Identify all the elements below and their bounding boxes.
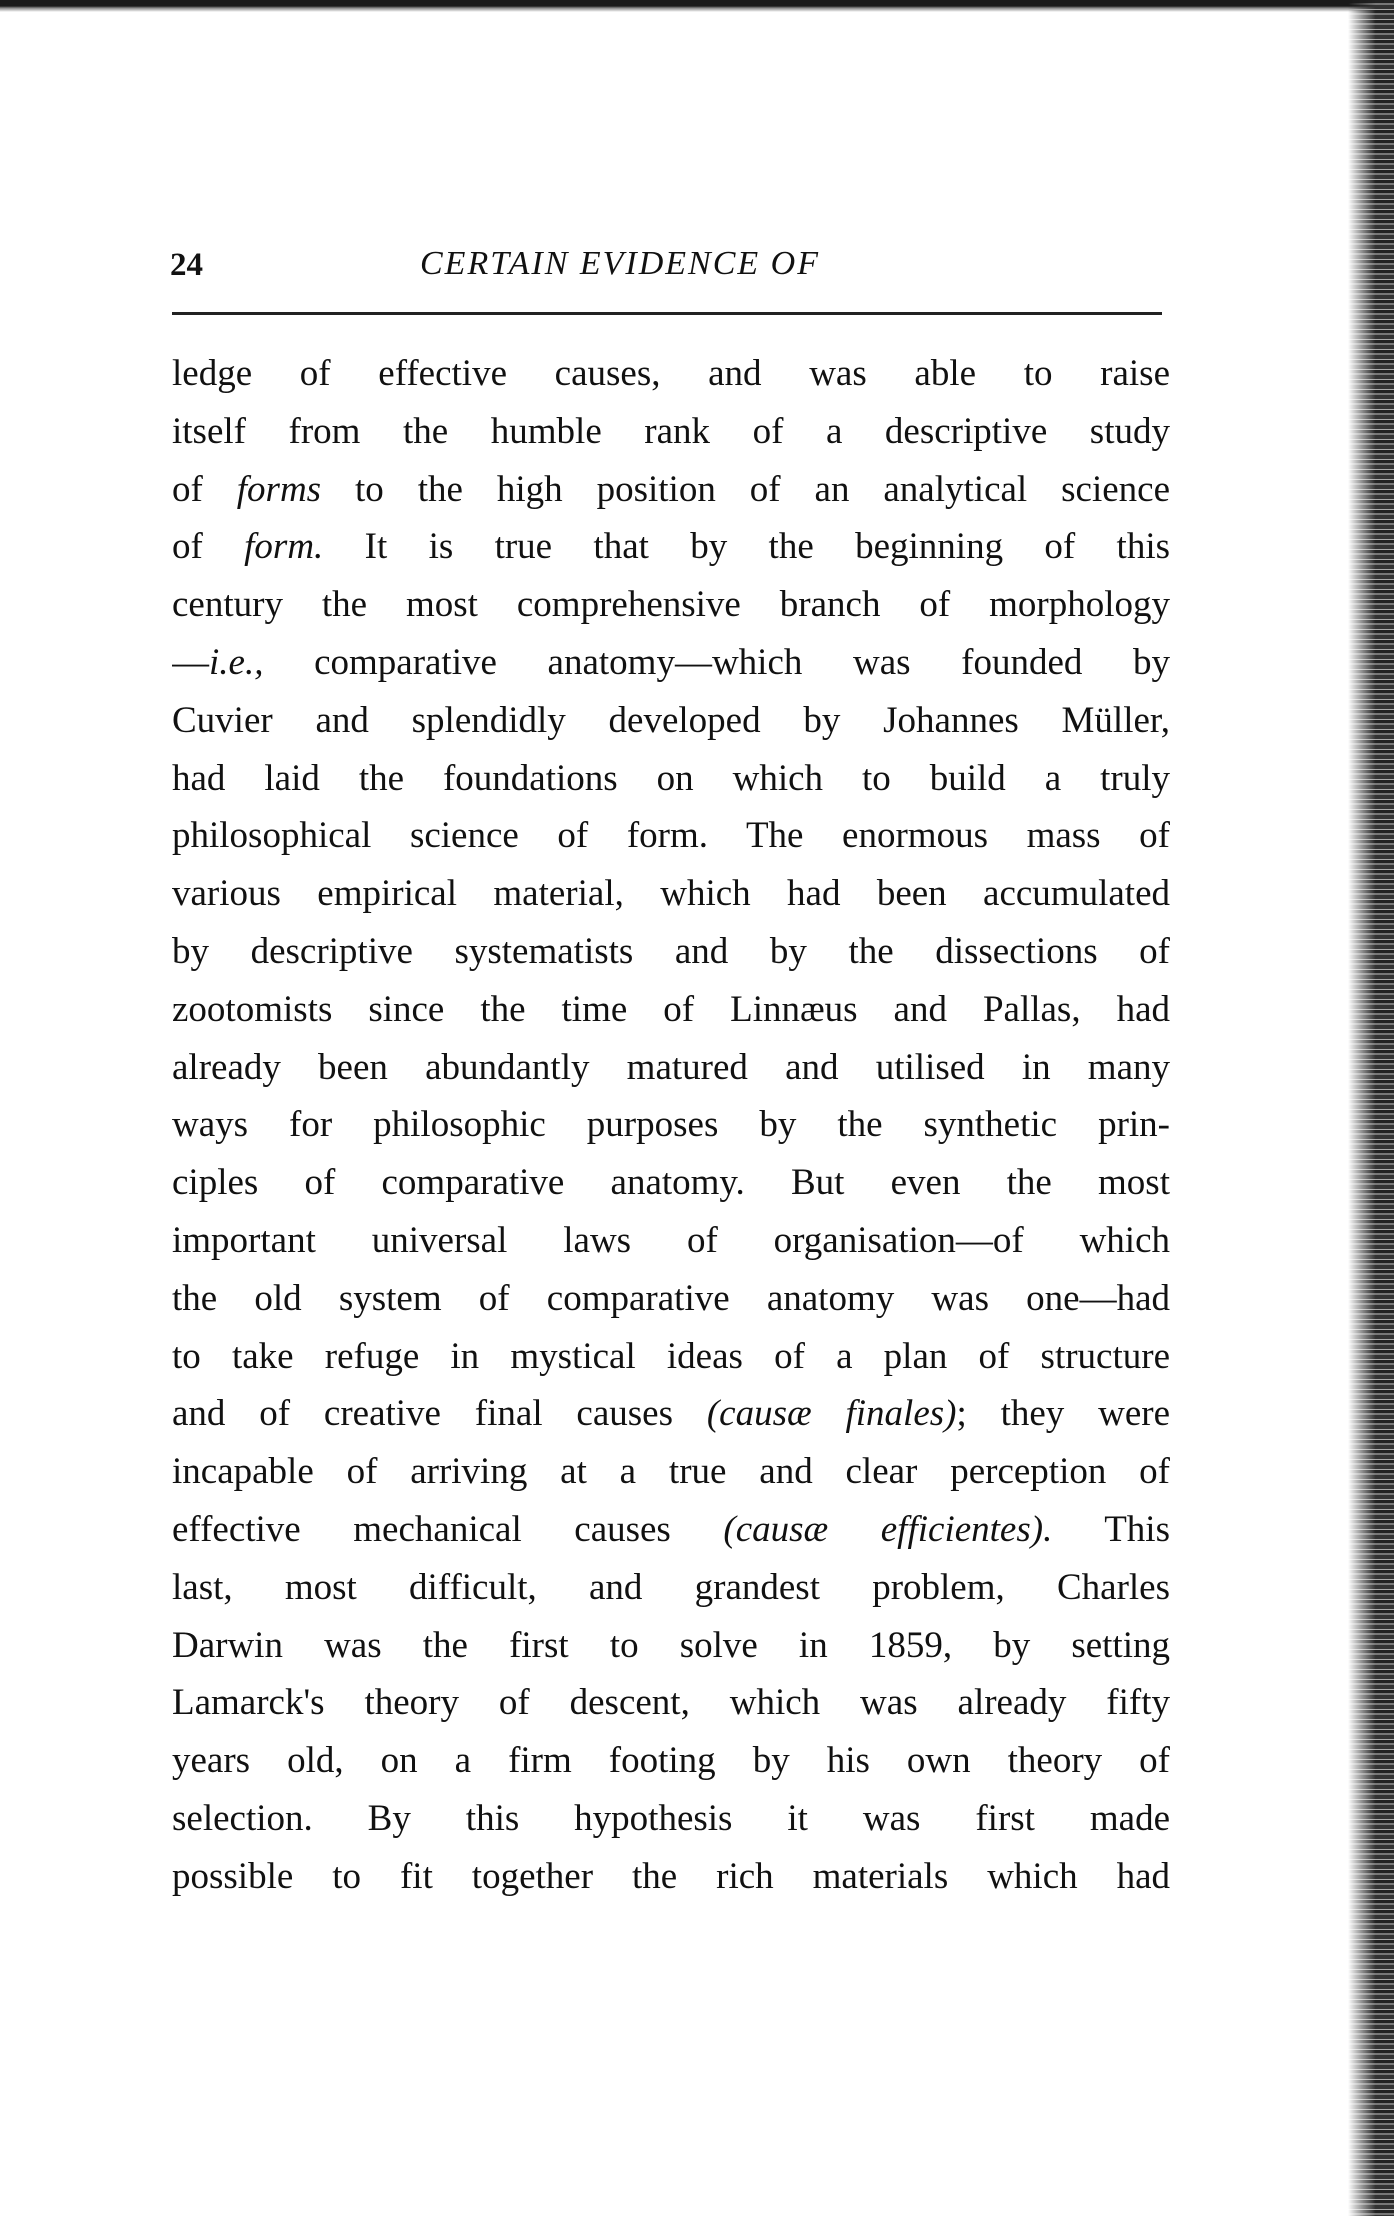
text-line [172,1212,1170,1270]
text-line [172,576,1170,634]
italic-text: (causæ efficientes). [723,1508,1053,1550]
text-line [172,1328,1170,1386]
header-rule [172,312,1162,315]
text-line [172,807,1170,865]
italic-text: i.e., [209,641,264,683]
text-segment: important universal laws of organisation—of which [172,1219,1170,1261]
text-line [172,1674,1170,1732]
text-segment: Lamarck's theory of descent, which was already fifty [172,1682,1170,1724]
page-right-edge [1348,0,1394,2216]
text-line [172,1443,1170,1501]
text-line [172,403,1170,461]
text-segment: possible to fit together the rich materials which had [172,1855,1170,1897]
text-line [172,981,1170,1039]
text-line [172,1790,1170,1848]
text-segment: to the high position of an analytical science [321,468,1170,510]
text-line [172,1559,1170,1617]
text-segment: of [172,468,237,510]
text-segment: by descriptive systematists and by the dissections of [172,930,1170,972]
text-segment: ways for philosophic purposes by the synthetic prin- [172,1104,1170,1146]
text-line [172,1501,1170,1559]
running-head: CERTAIN EVIDENCE OF [420,245,820,282]
text-line [172,634,1170,692]
text-line [172,1270,1170,1328]
text-segment: years old, on a firm footing by his own theory of [172,1740,1170,1782]
body-text [172,345,1170,1906]
text-line [172,345,1170,403]
text-segment: Cuvier and splendidly developed by Johannes Müller, [172,699,1170,741]
text-segment: It is true that by the beginning of this [323,526,1170,568]
text-segment: last, most difficult, and grandest problem, Charles [172,1566,1170,1608]
text-segment: and of creative final causes [172,1393,707,1435]
italic-text: forms [236,468,322,510]
text-line [172,1385,1170,1443]
text-line [172,692,1170,750]
text-segment: incapable of arriving at a true and clear perception of [172,1451,1170,1493]
page-top-edge [0,0,1394,12]
text-segment: ledge of effective causes, and was able to raise [172,353,1170,394]
text-segment: had laid the foundations on which to build a truly [172,757,1170,799]
text-line [172,1617,1170,1675]
text-segment: century the most comprehensive branch of morphology [172,584,1170,626]
text-segment: effective mechanical causes [172,1508,724,1550]
text-segment: ; they were [956,1393,1170,1435]
text-segment: philosophical science of form. The enormous mass of [172,815,1170,857]
text-line [172,518,1170,576]
text-line [172,1848,1170,1906]
text-segment: selection. By this hypothesis it was first made [172,1797,1170,1839]
text-line [172,1732,1170,1790]
text-segment: itself from the humble rank of a descriptive study [172,410,1170,452]
page-number: 24 [170,247,203,283]
text-segment: Darwin was the first to solve in 1859, by setting [172,1624,1170,1666]
text-line [172,750,1170,808]
italic-text: form. [244,526,324,568]
text-segment: ciples of comparative anatomy. But even the most [172,1162,1170,1204]
italic-text: (causæ finales) [706,1393,957,1435]
text-line [172,461,1170,519]
text-segment: various empirical material, which had been accumulated [172,873,1170,915]
text-line [172,865,1170,923]
text-segment: comparative anatomy—which was founded by [263,641,1170,683]
text-line [172,923,1170,981]
text-segment: to take refuge in mystical ideas of a plan of structure [172,1335,1170,1377]
page-header [170,245,1165,289]
text-line [172,1154,1170,1212]
text-segment: the old system of comparative anatomy was one—had [172,1277,1170,1319]
text-segment: already been abundantly matured and utilised in many [172,1046,1170,1088]
text-line [172,1039,1170,1097]
text-segment: This [1052,1508,1170,1550]
text-segment: — [172,641,209,683]
text-segment: of [172,526,245,568]
text-segment: zootomists since the time of Linnæus and Pallas, had [172,988,1170,1030]
text-line [172,1096,1170,1154]
